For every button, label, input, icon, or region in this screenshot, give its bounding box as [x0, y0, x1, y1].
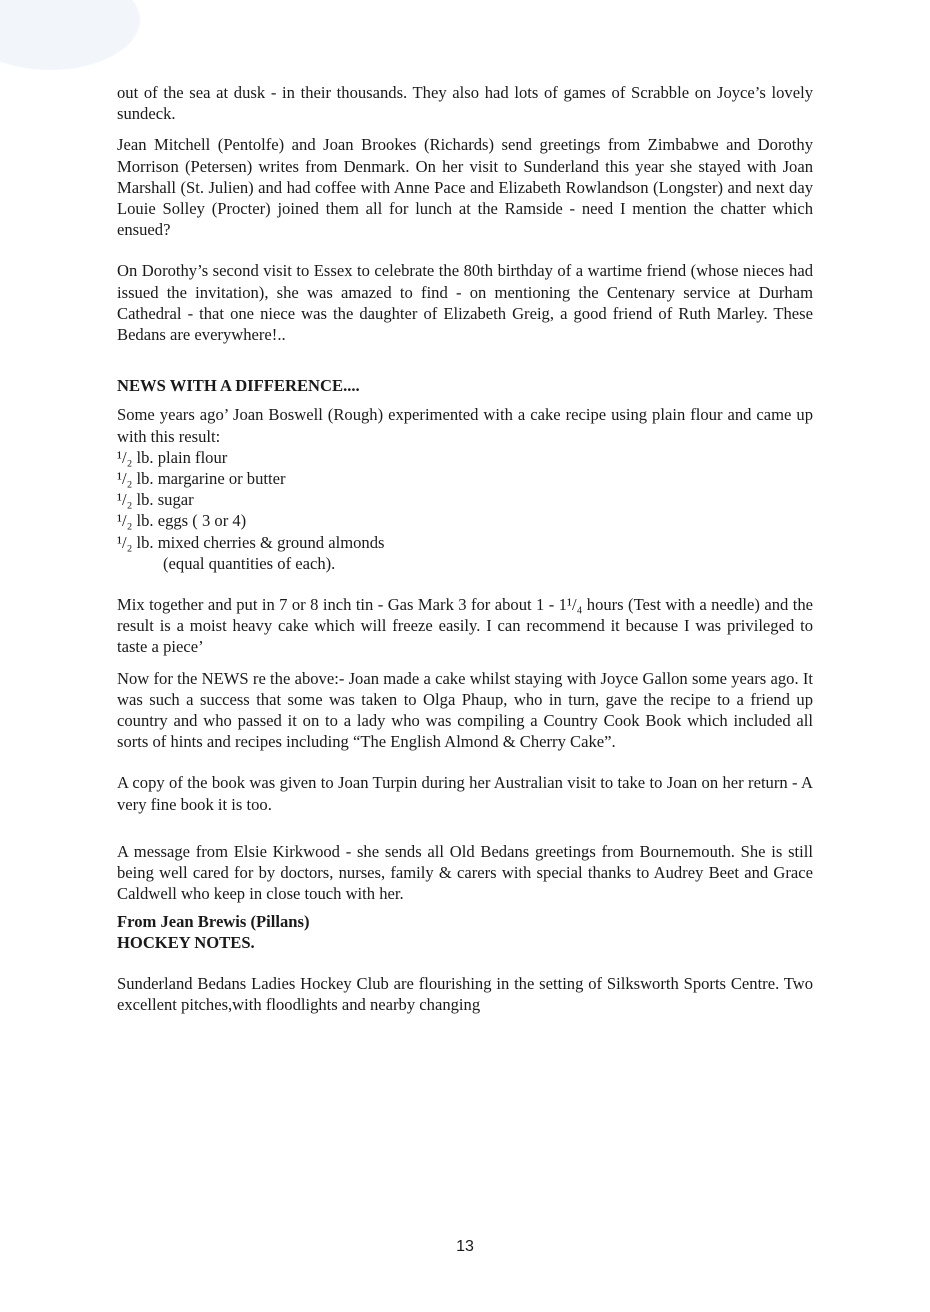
heading-news-with-a-difference: NEWS WITH A DIFFERENCE....	[117, 376, 360, 396]
page-number: 13	[456, 1238, 474, 1255]
paragraph-cake-intro: Some years ago’ Joan Boswell (Rough) experimented with a cake recipe using plain flour and came up with this result:	[117, 405, 813, 446]
paragraph-cake-method: Mix together and put in 7 or 8 inch tin - Gas Mark 3 for about 1 - 1¹/₄ hours (Test with a needle) and the result is a moist heavy cake which will freeze easily. I can recommend it because I was privileged to taste a piece’	[117, 595, 813, 657]
page-body	[117, 82, 813, 1015]
recipe-note: (equal quantities of each).	[163, 553, 336, 573]
recipe-item: ¹/₂ lb. margarine or butter	[117, 469, 286, 489]
heading-from-jean-brewis: From Jean Brewis (Pillans)	[117, 911, 310, 931]
corner-watermark	[0, 0, 140, 70]
paragraph-cake-news: Now for the NEWS re the above:- Joan made a cake whilst staying with Joyce Gallon some years ago. It was such a success that some was taken to Olga Phaup, who in turn, gave the recipe to a friend up country and who passed it on to a lady who was compiling a Country Cook Book which included all sorts of hints and recipes including “The English Almond & Cherry Cake”.	[117, 668, 813, 752]
recipe-item: ¹/₂ lb. eggs ( 3 or 4)	[117, 511, 247, 531]
paragraph-essex-visit: On Dorothy’s second visit to Essex to celebrate the 80th birthday of a wartime friend (whose nieces had issued the invitation), she was amazed to find - on mentioning the Centenary service at Durham Cathedral - that one niece was the daughter of Elizabeth Greig, a good friend of Ruth Marley. These Bedans are everywhere!..	[117, 261, 813, 345]
recipe-item: ¹/₂ lb. mixed cherries & ground almonds	[117, 532, 385, 552]
recipe-item: ¹/₂ lb. sugar	[117, 490, 194, 510]
heading-hockey-notes: HOCKEY NOTES.	[117, 932, 255, 952]
recipe-item: ¹/₂ lb. plain flour	[117, 447, 228, 467]
recipe-ingredient-list	[117, 447, 813, 574]
paragraph-sea-scrabble: out of the sea at dusk - in their thousands. They also had lots of games of Scrabble on Joyce’s lovely sundeck.	[117, 83, 813, 124]
paragraph-elsie-kirkwood: A message from Elsie Kirkwood - she sends all Old Bedans greetings from Bournemouth. She is still being well cared for by doctors, nurses, family & carers with special thanks to Audrey Beet and Grace Caldwell who keep in close touch with her.	[117, 841, 813, 904]
paragraph-greetings: Jean Mitchell (Pentolfe) and Joan Brookes (Richards) send greetings from Zimbabwe and Dorothy Morrison (Petersen) writes from Denmark. On her visit to Sunderland this year she stayed with Joan Marshall (St. Julien) and had coffee with Anne Pace and Elizabeth Rowlandson (Longster) and next day Louie Solley (Procter) joined them all for lunch at the Ramside - need I mention the chatter which ensued?	[117, 135, 813, 240]
paragraph-hockey-club: Sunderland Bedans Ladies Hockey Club are flourishing in the setting of Silksworth Sports Centre. Two excellent pitches,with floodlights and nearby changing	[117, 973, 813, 1015]
paragraph-cook-book: A copy of the book was given to Joan Turpin during her Australian visit to take to Joan on her return - A very fine book it is too.	[117, 773, 813, 814]
